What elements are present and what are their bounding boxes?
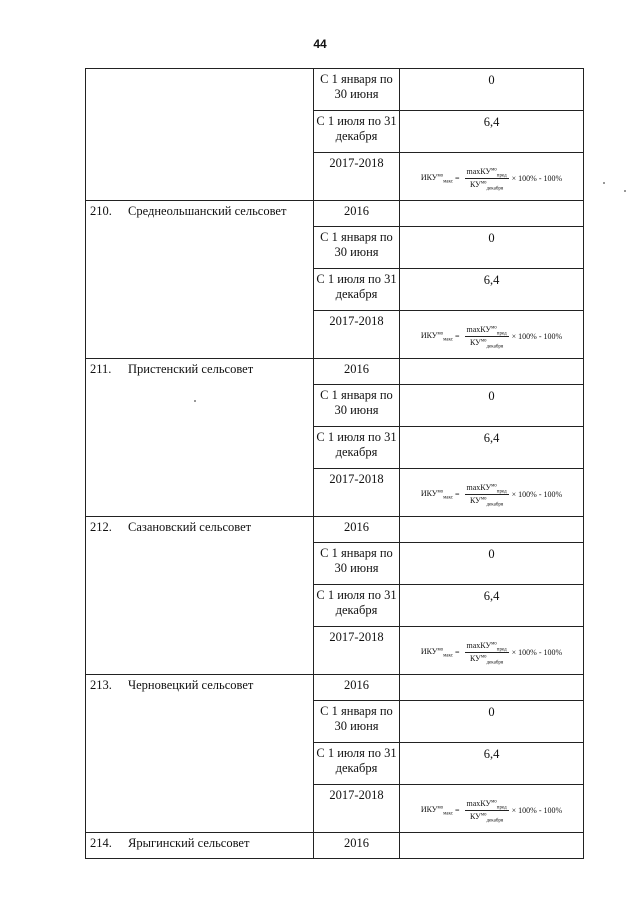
formula-den-sub: декабря: [486, 344, 504, 350]
formula-num-sub: пред: [496, 331, 507, 337]
index-value: 0: [488, 705, 495, 719]
formula-denominator: [468, 337, 505, 348]
index-value: 6,4: [483, 431, 500, 445]
formula-lhs-text: ИКУ: [420, 647, 438, 657]
formula-den-sub: декабря: [486, 818, 504, 824]
value-cell: [400, 311, 584, 359]
formula-den-sup: мо: [480, 179, 487, 185]
settlement-number: 210.: [90, 204, 112, 218]
period-cell: 2016: [314, 517, 400, 543]
formula-num-main: КУ: [480, 641, 492, 650]
formula-den-sub: декабря: [486, 660, 504, 666]
period-cell: С 1 января по 30 июня: [314, 701, 400, 743]
period-cell: С 1 января по 30 июня: [314, 385, 400, 427]
formula-num-main: КУ: [480, 325, 492, 334]
formula-num-prefix: max: [466, 167, 481, 176]
index-formula: [400, 799, 583, 824]
scan-speck: [624, 190, 626, 192]
formula-tail: × 100% - 100%: [511, 647, 563, 657]
table-row: [86, 517, 584, 543]
formula-num-main: КУ: [480, 483, 492, 492]
formula-numerator: [465, 325, 509, 337]
value-cell: [400, 517, 584, 543]
period-cell: С 1 июля по 31 декабря: [314, 269, 400, 311]
formula-fraction: [465, 483, 509, 508]
period-cell: С 1 января по 30 июня: [314, 543, 400, 585]
value-cell: [400, 675, 584, 701]
settlement-cell: [86, 517, 314, 675]
formula-lhs-sup: мо: [437, 647, 444, 653]
formula-den-main: КУ: [469, 337, 481, 347]
table-row: [86, 69, 584, 111]
formula-num-prefix: max: [466, 641, 481, 650]
table-row: [86, 833, 584, 859]
formula-num-sup: мо: [491, 641, 497, 647]
table-row: [86, 359, 584, 385]
period-cell: С 1 января по 30 июня: [314, 69, 400, 111]
formula-num-prefix: max: [466, 325, 481, 334]
formula-fraction: [465, 799, 509, 824]
formula-den-main: КУ: [469, 179, 481, 189]
period-cell: 2017-2018: [314, 311, 400, 359]
formula-numerator: [465, 167, 509, 179]
settlement-name: Пристенский сельсовет: [128, 362, 254, 376]
settlement-number: 214.: [90, 836, 112, 850]
formula-equals: =: [454, 489, 460, 499]
period-cell: 2016: [314, 675, 400, 701]
formula-den-sup: мо: [480, 337, 487, 343]
period-cell: 2017-2018: [314, 627, 400, 675]
formula-lhs-sub: макс: [443, 179, 453, 185]
settlement-name: Черновецкий сельсовет: [128, 678, 254, 692]
value-cell: [400, 69, 584, 111]
tariff-table: [85, 68, 584, 859]
formula-num-prefix: max: [466, 799, 481, 808]
formula-num-sup: мо: [491, 799, 497, 805]
formula-den-sup: мо: [480, 653, 487, 659]
settlement-name: Сазановский сельсовет: [128, 520, 252, 534]
formula-den-sub: декабря: [486, 186, 504, 192]
formula-tail: × 100% - 100%: [511, 805, 563, 815]
formula-denominator: [468, 495, 505, 506]
period-cell: С 1 июля по 31 декабря: [314, 427, 400, 469]
formula-num-sub: пред: [496, 805, 507, 811]
index-value: 6,4: [483, 589, 500, 603]
value-cell: [400, 153, 584, 201]
formula-numerator: [465, 483, 509, 495]
formula-num-sup: мо: [491, 483, 497, 489]
index-formula: [400, 325, 583, 350]
formula-num-main: КУ: [480, 167, 492, 176]
formula-den-main: КУ: [469, 495, 481, 505]
period-cell: 2017-2018: [314, 469, 400, 517]
formula-num-sub: пред: [496, 489, 507, 495]
formula-numerator: [465, 799, 509, 811]
value-cell: [400, 701, 584, 743]
index-value: 6,4: [483, 273, 500, 287]
period-cell: С 1 июля по 31 декабря: [314, 585, 400, 627]
period-cell: 2016: [314, 359, 400, 385]
period-cell: 2017-2018: [314, 153, 400, 201]
formula-lhs-sub: макс: [443, 495, 453, 501]
formula-equals: =: [454, 331, 460, 341]
formula-lhs-sub: макс: [443, 653, 453, 659]
table-row: [86, 675, 584, 701]
formula-lhs-sup: мо: [437, 489, 444, 495]
table-row: [86, 201, 584, 227]
settlement-cell: [86, 833, 314, 859]
index-formula: [400, 641, 583, 666]
value-cell: [400, 385, 584, 427]
formula-lhs-text: ИКУ: [420, 489, 438, 499]
value-cell: [400, 427, 584, 469]
formula-lhs-sub: макс: [443, 811, 453, 817]
settlement-cell: [86, 675, 314, 833]
formula-numerator: [465, 641, 509, 653]
index-value: 6,4: [483, 747, 500, 761]
index-formula: [400, 483, 583, 508]
formula-lhs: [421, 805, 453, 815]
formula-lhs-sup: мо: [437, 331, 444, 337]
value-cell: [400, 585, 584, 627]
value-cell: [400, 743, 584, 785]
formula-fraction: [465, 325, 509, 350]
formula-lhs: [421, 331, 453, 341]
settlement-number: 213.: [90, 678, 112, 692]
settlement-cell: [86, 69, 314, 201]
formula-tail: × 100% - 100%: [511, 489, 563, 499]
value-cell: [400, 469, 584, 517]
formula-den-main: КУ: [469, 811, 481, 821]
settlement-cell: [86, 201, 314, 359]
formula-lhs-sup: мо: [437, 805, 444, 811]
index-value: 6,4: [483, 115, 500, 129]
formula-fraction: [465, 167, 509, 192]
formula-lhs: [421, 173, 453, 183]
formula-num-sup: мо: [491, 325, 497, 331]
formula-num-sub: пред: [496, 173, 507, 179]
formula-equals: =: [454, 805, 460, 815]
index-formula: [400, 167, 583, 192]
formula-num-sup: мо: [491, 167, 497, 173]
period-cell: С 1 января по 30 июня: [314, 227, 400, 269]
formula-lhs: [421, 489, 453, 499]
value-cell: [400, 201, 584, 227]
formula-denominator: [468, 811, 505, 822]
formula-lhs-sup: мо: [437, 173, 444, 179]
value-cell: [400, 543, 584, 585]
period-cell: С 1 июля по 31 декабря: [314, 111, 400, 153]
value-cell: [400, 627, 584, 675]
period-cell: 2016: [314, 201, 400, 227]
settlement-name: Ярыгинский сельсовет: [128, 836, 250, 850]
formula-lhs-text: ИКУ: [420, 331, 438, 341]
index-value: 0: [488, 73, 495, 87]
value-cell: [400, 269, 584, 311]
scan-speck: [603, 182, 605, 184]
period-cell: 2016: [314, 833, 400, 859]
value-cell: [400, 111, 584, 153]
index-value: 0: [488, 231, 495, 245]
formula-den-main: КУ: [469, 653, 481, 663]
formula-den-sup: мо: [480, 495, 487, 501]
value-cell: [400, 785, 584, 833]
formula-fraction: [465, 641, 509, 666]
formula-lhs-text: ИКУ: [420, 805, 438, 815]
value-cell: [400, 227, 584, 269]
scan-speck: [194, 400, 196, 402]
settlement-name: Среднеольшанский сельсовет: [128, 204, 287, 218]
formula-denominator: [468, 179, 505, 190]
value-cell: [400, 833, 584, 859]
formula-denominator: [468, 653, 505, 664]
index-value: 0: [488, 547, 495, 561]
formula-lhs-text: ИКУ: [420, 173, 438, 183]
settlement-cell: [86, 359, 314, 517]
formula-num-sub: пред: [496, 647, 507, 653]
page-number: 44: [313, 37, 327, 51]
period-cell: С 1 июля по 31 декабря: [314, 743, 400, 785]
formula-lhs-sub: макс: [443, 337, 453, 343]
formula-tail: × 100% - 100%: [511, 331, 563, 341]
settlement-number: 211.: [90, 362, 112, 376]
formula-num-prefix: max: [466, 483, 481, 492]
formula-tail: × 100% - 100%: [511, 173, 563, 183]
formula-den-sup: мо: [480, 811, 487, 817]
index-value: 0: [488, 389, 495, 403]
formula-den-sub: декабря: [486, 502, 504, 508]
period-cell: 2017-2018: [314, 785, 400, 833]
formula-equals: =: [454, 647, 460, 657]
formula-equals: =: [454, 173, 460, 183]
formula-num-main: КУ: [480, 799, 492, 808]
settlement-number: 212.: [90, 520, 112, 534]
value-cell: [400, 359, 584, 385]
formula-lhs: [421, 647, 453, 657]
